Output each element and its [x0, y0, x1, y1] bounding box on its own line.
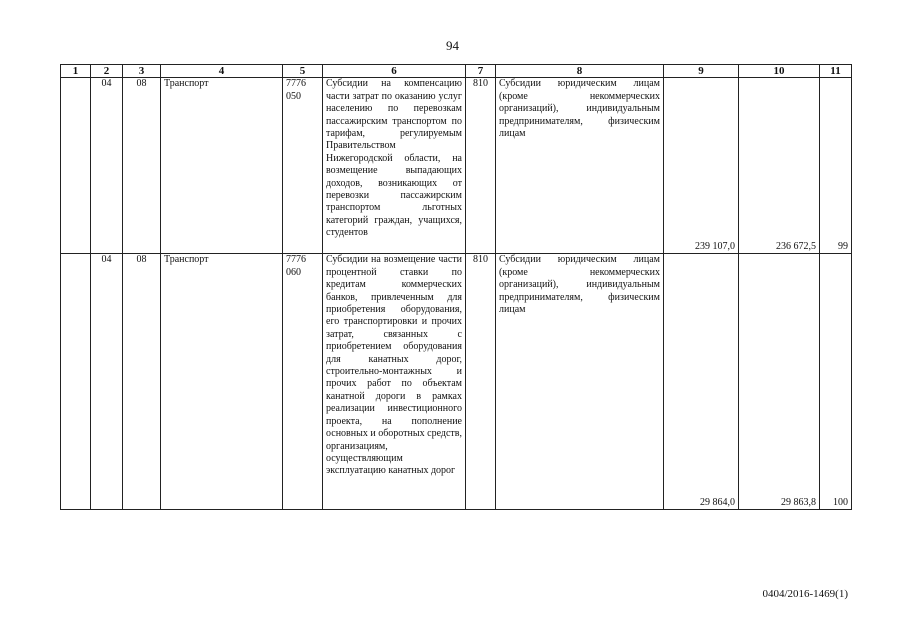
cell-planned-amount: 29 864,0 [664, 254, 739, 510]
cell-section-name: Транспорт [161, 78, 283, 254]
column-header: 6 [323, 65, 466, 78]
cell-section: 04 [91, 254, 123, 510]
table-row [61, 78, 852, 254]
column-header: 2 [91, 65, 123, 78]
column-header: 8 [496, 65, 664, 78]
column-header: 3 [123, 65, 161, 78]
cell-planned-amount: 239 107,0 [664, 78, 739, 254]
cell-percent: 100 [820, 254, 852, 510]
cell-expense-name: Субсидии юридическим лицам (кроме некоммерческих организаций), индивидуальным предпринимателям, физическим лицам [496, 254, 664, 510]
cell-expense-type: 810 [466, 254, 496, 510]
cell-subsection: 08 [123, 254, 161, 510]
column-header: 4 [161, 65, 283, 78]
column-header: 7 [466, 65, 496, 78]
document-code: 0404/2016-1469(1) [762, 588, 848, 600]
cell-actual-amount: 29 863,8 [739, 254, 820, 510]
header-row [61, 65, 852, 78]
cell-blank [61, 254, 91, 510]
table-row [61, 254, 852, 510]
cell-subsection: 08 [123, 78, 161, 254]
column-header: 10 [739, 65, 820, 78]
cell-expense-name: Субсидии юридическим лицам (кроме некоммерческих организаций), индивидуальным предпринимателям, физическим лицам [496, 78, 664, 254]
column-header: 5 [283, 65, 323, 78]
cell-target-code: 7776 060 [283, 254, 323, 510]
page-number: 94 [446, 38, 459, 53]
cell-blank [61, 78, 91, 254]
budget-table [60, 64, 852, 510]
column-header: 11 [820, 65, 852, 78]
cell-section: 04 [91, 78, 123, 254]
cell-section-name: Транспорт [161, 254, 283, 510]
cell-description: Субсидии на компенсацию части затрат по оказанию услуг населению по перевозкам пассажирским транспортом по тарифам, регулируемым Правительством Нижегородской области, на возмещение выпадающих доходов, возникающих от перевозки пассажирским транспортом льготных категорий граждан, учащихся, студентов [323, 78, 466, 254]
column-header: 9 [664, 65, 739, 78]
cell-target-code: 7776 050 [283, 78, 323, 254]
cell-description: Субсидии на возмещение части процентной ставки по кредитам коммерческих банков, привлеченным для приобретения оборудования, его транспортировки и прочих затрат, связанных с приобретением оборудования для канатных дорог, строительно-монтажных и прочих работ по объектам канатной дороги в рамках реализации инвестиционного проекта, на пополнение основных и оборотных средств, организациям, осуществляющим эксплуатацию канатных дорог [323, 254, 466, 510]
cell-percent: 99 [820, 78, 852, 254]
cell-actual-amount: 236 672,5 [739, 78, 820, 254]
cell-expense-type: 810 [466, 78, 496, 254]
column-header: 1 [61, 65, 91, 78]
